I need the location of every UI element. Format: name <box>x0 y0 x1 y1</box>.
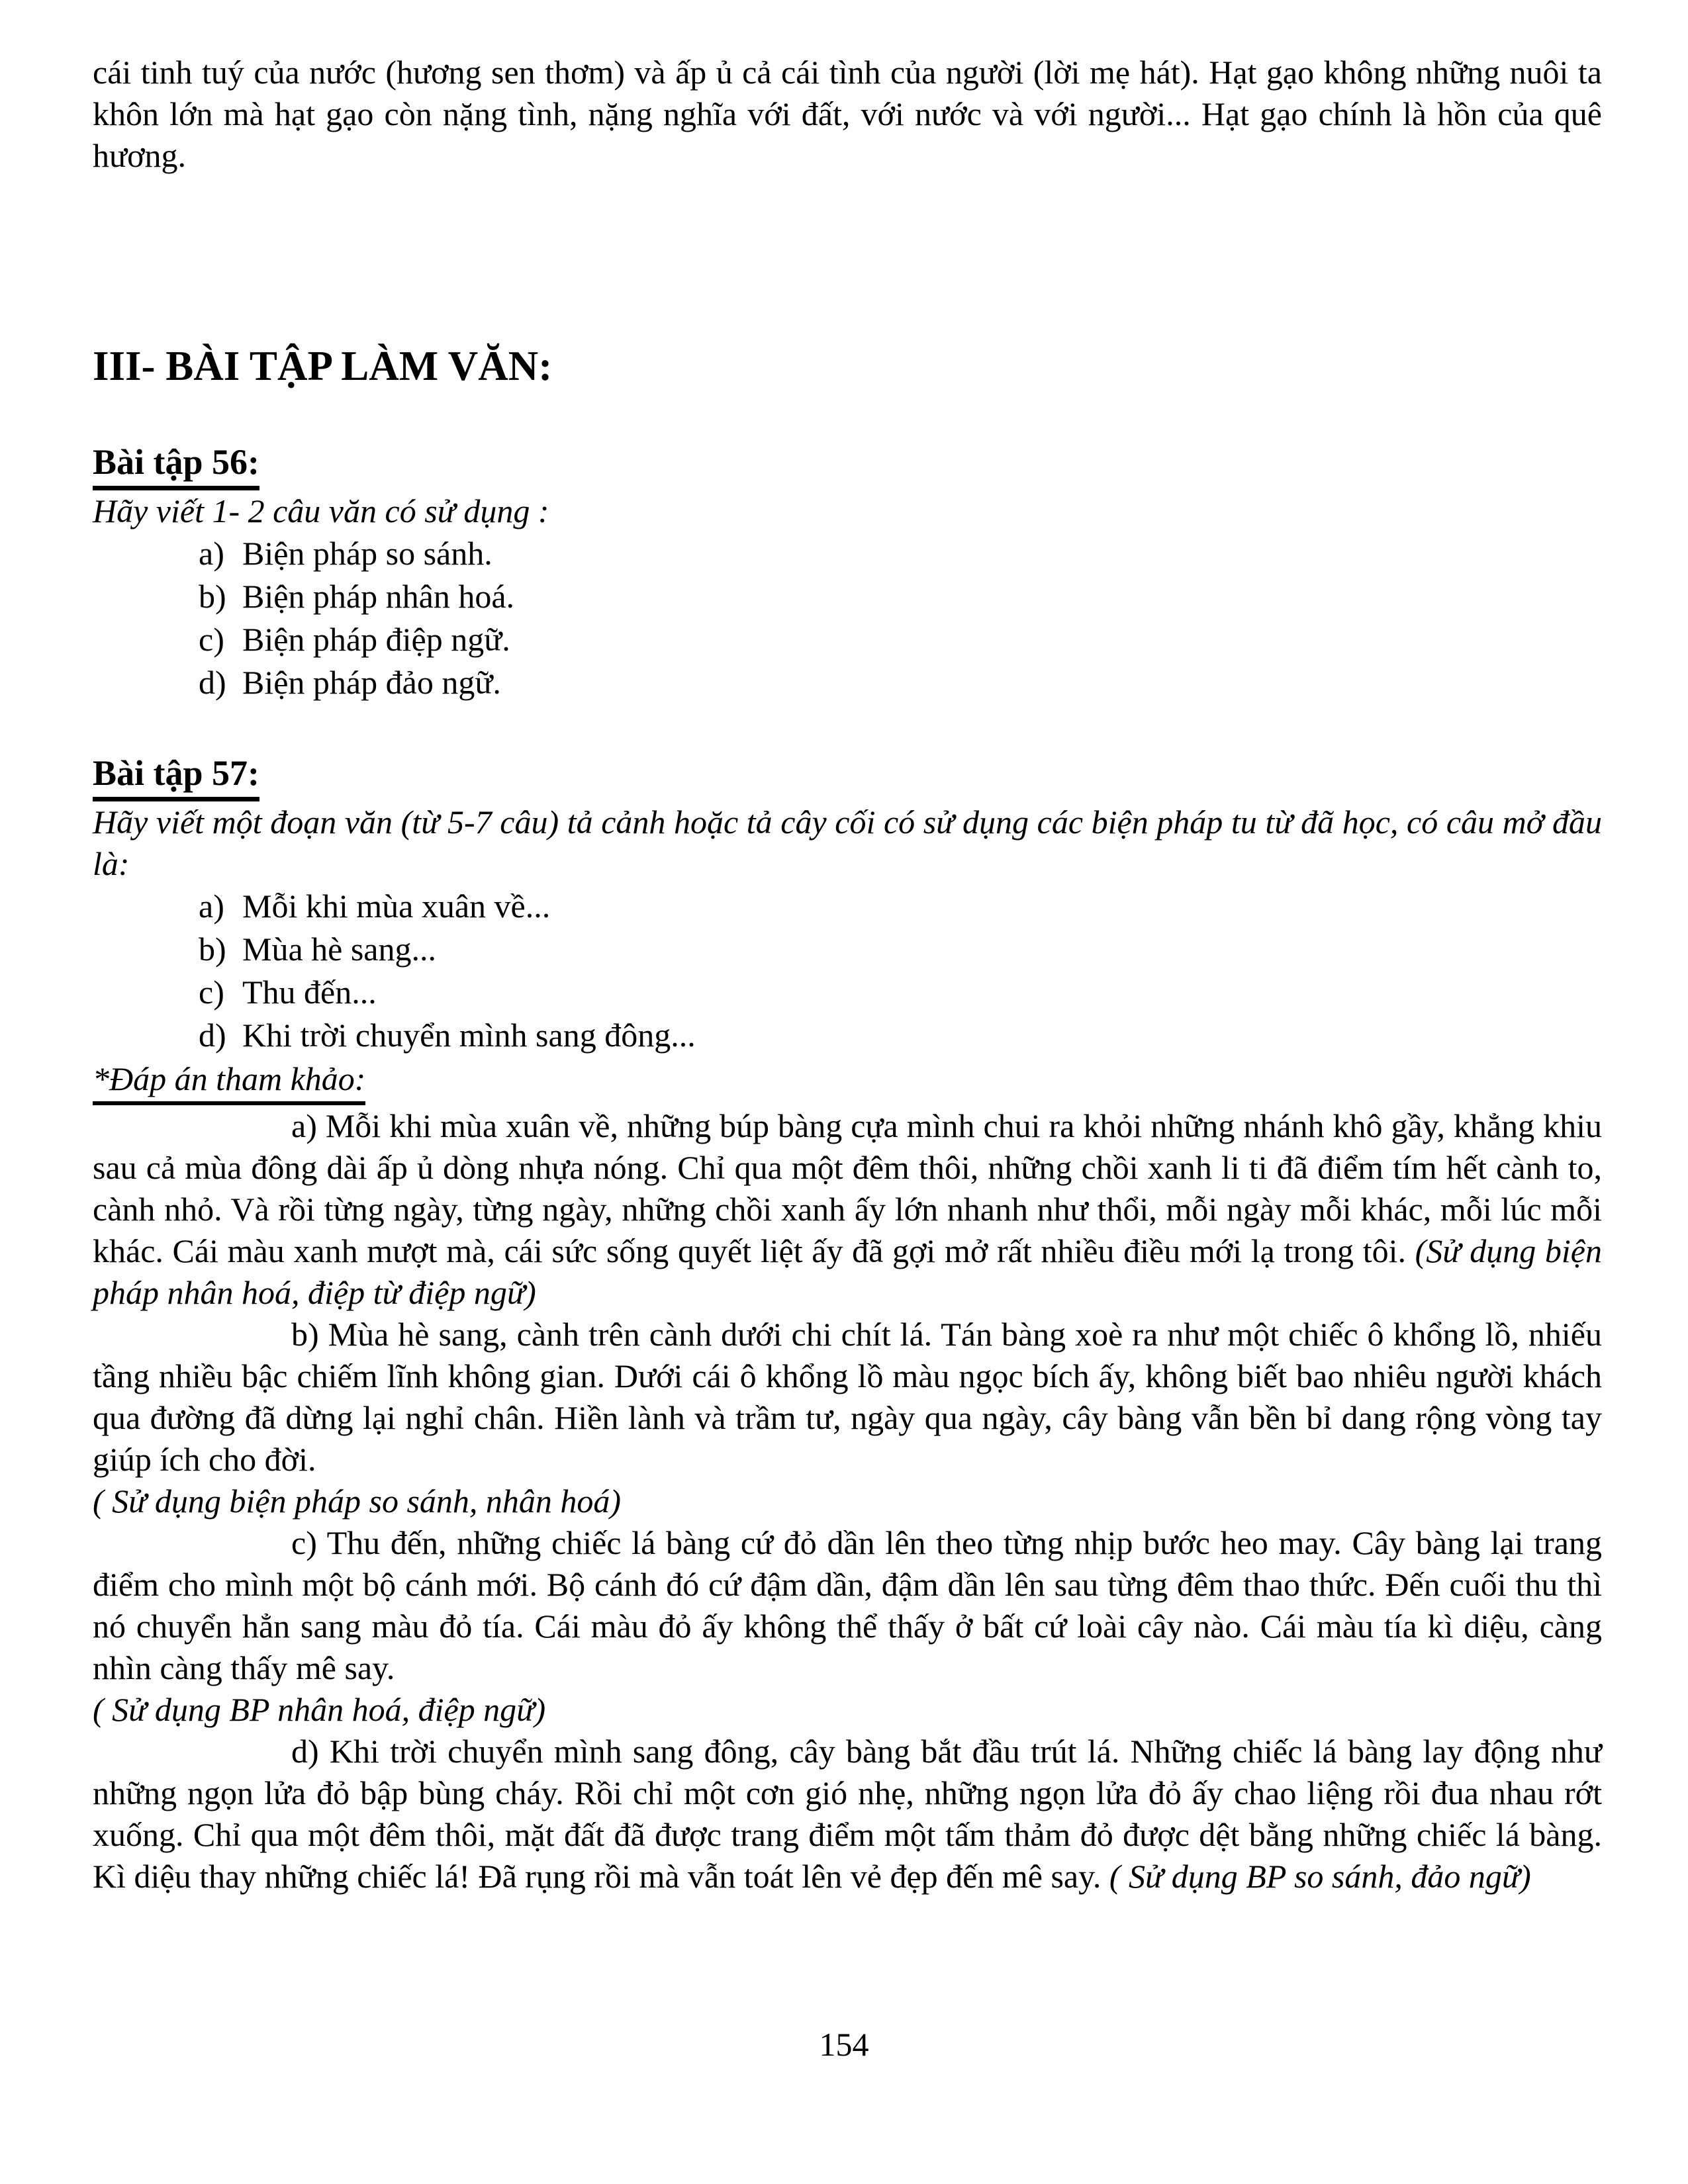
answer-body: d) Khi trời chuyển mình sang đông, cây bàng bắt đầu trút lá. Những chiếc lá bàng lay động như những ngọn lửa đỏ bập bùng cháy. Rồi chỉ một cơn gió nhẹ, những ngọn lửa đỏ ấy chao liệng rồi đua nhau rớt xuống. Chỉ qua một đêm thôi, mặt đất đã được trang điểm một tấm thảm đỏ được dệt bằng những chiếc lá bàng. Kì diệu thay những chiếc lá! Đã rụng rồi mà vẫn toát lên vẻ đẹp đến mê say. <box>93 1733 1602 1895</box>
list-marker: b) <box>199 578 226 615</box>
exercise56-title-text: Bài tập 56: <box>93 439 259 490</box>
list-marker: d) <box>199 664 226 701</box>
list-marker: a) <box>199 887 224 925</box>
list-item-text: Khi trời chuyển mình sang đông... <box>242 1017 696 1054</box>
list-marker: c) <box>199 974 224 1011</box>
list-item-text: Biện pháp so sánh. <box>242 535 492 572</box>
intro-paragraph: cái tinh tuý của nước (hương sen thơm) và ấp ủ cả cái tình của người (lời mẹ hát). Hạt gạo không những nuôi ta khôn lớn mà hạt gạo còn nặng tình, nặng nghĩa với đất, với nước và với người... Hạt gạo chính là hồn của quê hương. <box>93 54 1602 174</box>
answer-key-heading <box>93 1057 1602 1105</box>
answer-paragraph-c <box>93 1522 1602 1731</box>
answer-body: c) Thu đến, những chiếc lá bàng cứ đỏ dần lên theo từng nhịp bước heo may. Cây bàng lại trang điểm cho mình một bộ cánh mới. Bộ cánh đó cứ đậm dần, đậm dần lên sau từng đêm thao thức. Đến cuối thu thì nó chuyển hẳn sang màu đỏ tía. Cái màu đỏ ấy không thể thấy ở bất cứ loài cây nào. Cái màu tía kì diệu, càng nhìn càng thấy mê say. <box>93 1524 1602 1686</box>
answer-note: ( Sử dụng BP nhân hoá, điệp ngữ) <box>93 1691 546 1728</box>
answer-note: ( Sử dụng biện pháp so sánh, nhân hoá) <box>93 1482 622 1520</box>
list-item <box>199 575 1602 618</box>
list-marker: a) <box>199 535 224 572</box>
exercise56-list <box>93 532 1602 704</box>
answer-key-heading-text: *Đáp án tham khảo: <box>93 1057 365 1105</box>
list-marker: d) <box>199 1017 226 1054</box>
answer-paragraph-a <box>93 1105 1602 1314</box>
list-item-text: Biện pháp điệp ngữ. <box>242 621 510 658</box>
list-item <box>199 1014 1602 1057</box>
answer-note: ( Sử dụng BP so sánh, đảo ngữ) <box>1109 1858 1531 1895</box>
list-item-text: Mùa hè sang... <box>242 931 436 968</box>
list-marker: b) <box>199 931 226 968</box>
answer-body: b) Mùa hè sang, cành trên cành dưới chi chít lá. Tán bàng xoè ra như một chiếc ô khổng lồ, nhiếu tầng nhiều bậc chiếm lĩnh không gian. Dưới cái ô khổng lồ màu ngọc bích ấy, không biết bao nhiêu người khách qua đường đã dừng lại nghỉ chân. Hiền lành và trầm tư, ngày qua ngày, cây bàng vẫn bền bỉ dang rộng vòng tay giúp ích cho đời. <box>93 1316 1602 1478</box>
exercise57-instruction: Hãy viết một đoạn văn (từ 5-7 câu) tả cảnh hoặc tả cây cối có sử dụng các biện pháp tu từ đã học, có câu mở đầu là: <box>93 803 1602 882</box>
exercise56-instruction: Hãy viết 1- 2 câu văn có sử dụng : <box>93 492 549 529</box>
exercise57-title <box>93 751 1602 801</box>
list-item-text: Biện pháp đảo ngữ. <box>242 664 501 701</box>
list-item <box>199 971 1602 1014</box>
list-item <box>199 885 1602 928</box>
answer-paragraph-d <box>93 1731 1602 1897</box>
list-item <box>199 928 1602 971</box>
list-item-text: Mỗi khi mùa xuân về... <box>242 887 551 925</box>
list-item <box>199 532 1602 575</box>
answer-body: a) Mỗi khi mùa xuân về, những búp bàng cựa mình chui ra khỏi những nhánh khô gầy, khẳng khiu sau cả mùa đông dài ấp ủ dòng nhựa nóng. Chỉ qua một đêm thôi, những chồi xanh li ti đã điểm tím hết cành to, cành nhỏ. Và rồi từng ngày, từng ngày, những chồi xanh ấy lớn nhanh như thổi, mỗi ngày mỗi khác, mỗi lúc mỗi khác. Cái màu xanh mượt mà, cái sức sống quyết liệt ấy đã gợi mở rất nhiều điều mới lạ trong tôi. <box>93 1107 1602 1269</box>
list-item <box>199 618 1602 661</box>
section-heading: III- BÀI TẬP LÀM VĂN: <box>93 343 553 389</box>
page-number: 154 <box>819 2026 869 2063</box>
exercise56-title <box>93 439 1602 490</box>
list-item-text: Biện pháp nhân hoá. <box>242 578 515 615</box>
answer-note: (Sử dụng biện pháp nhân hoá, điệp từ điệp ngữ) <box>93 1232 1602 1311</box>
exercise57-title-text: Bài tập 57: <box>93 751 259 801</box>
list-item-text: Thu đến... <box>242 974 377 1011</box>
list-item <box>199 661 1602 704</box>
answer-paragraph-b <box>93 1314 1602 1522</box>
exercise57-list <box>93 885 1602 1057</box>
list-marker: c) <box>199 621 224 658</box>
